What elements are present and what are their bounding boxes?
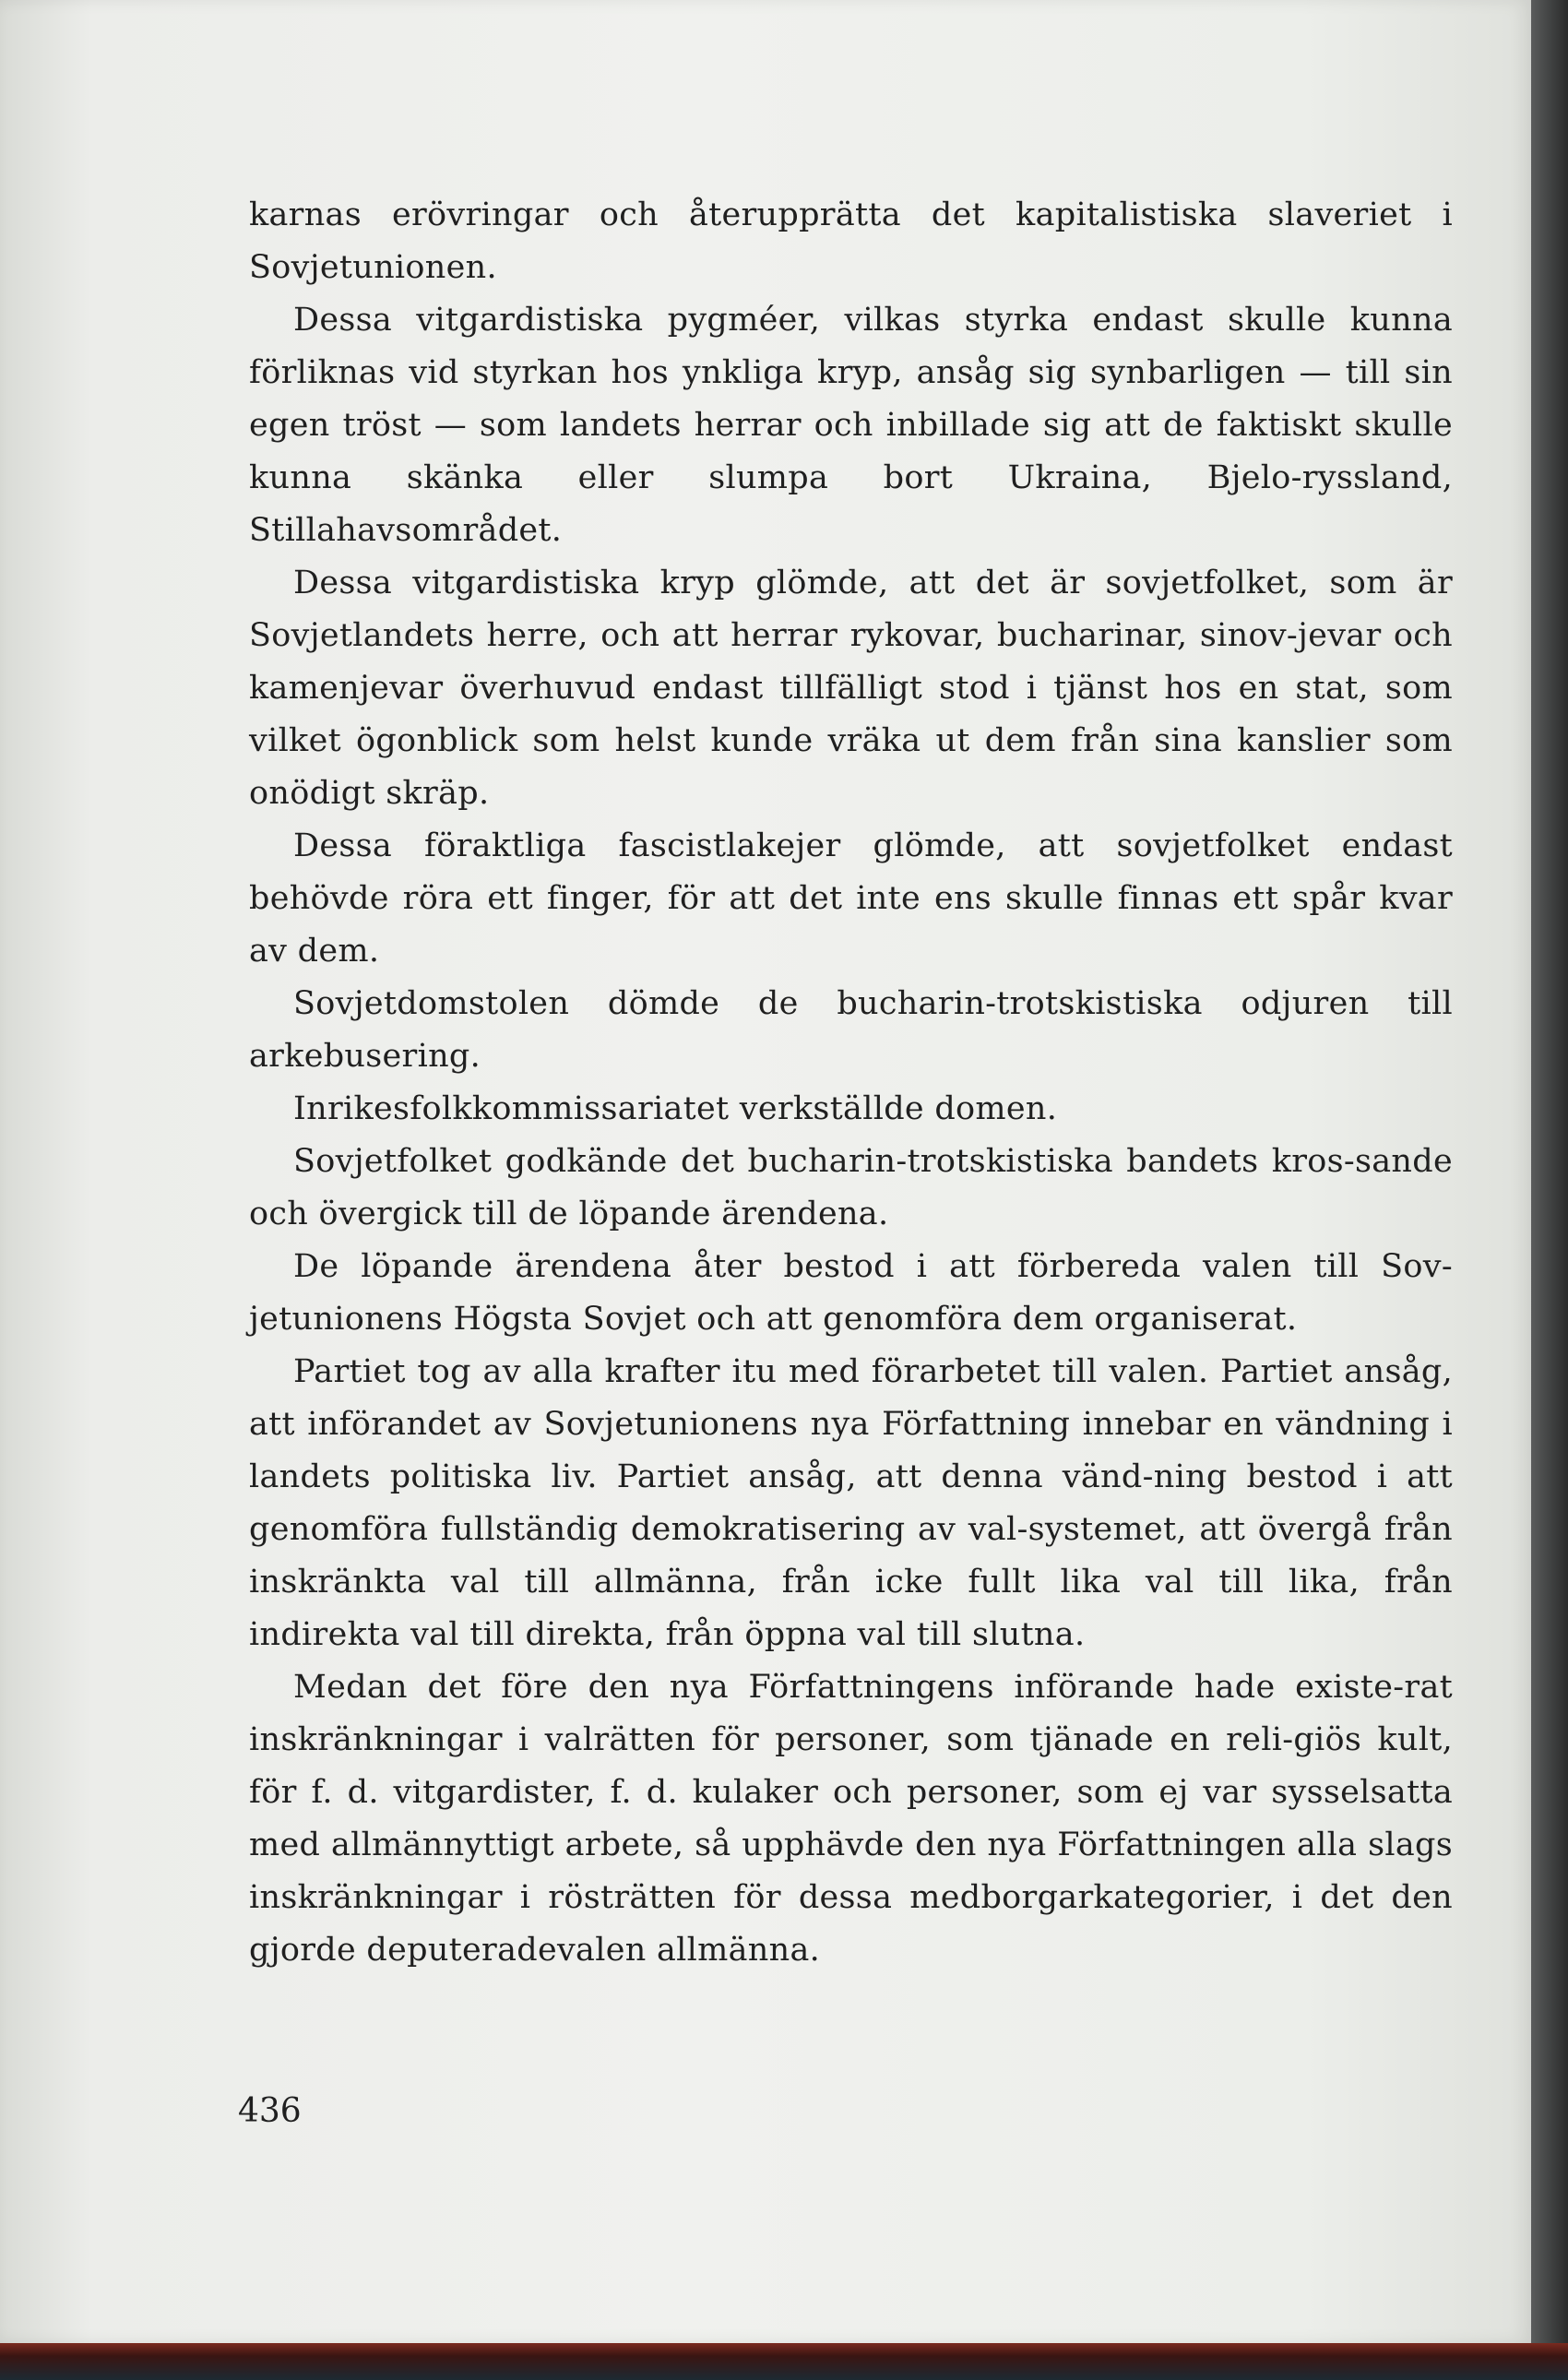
paragraph: Sovjetfolket godkände det bucharin-trotskistiska bandets kros-sande och övergick till de löpande ärendena. — [249, 1143, 1453, 1232]
page-number: 436 — [238, 2092, 302, 2130]
paragraph: Inrikesfolkkommissariatet verkställde domen. — [293, 1090, 1058, 1127]
paragraph: Dessa vitgardistiska kryp glömde, att det är sovjetfolket, som är Sovjetlandets herre, och att herrar rykovar, bucharinar, sinov-jevar och kamenjevar överhuvud endast tillfälligt stod i tjänst hos en stat, som vilket ögonblick som helst kunde vräka ut dem från sina kanslier som onödigt skräp. — [249, 565, 1453, 812]
book-cover-edge — [1531, 0, 1568, 2343]
paragraph: Medan det före den nya Författningens införande hade existe-rat inskränkningar i valrätten för personer, som tjänade en reli-giös kult, för f. d. vitgardister, f. d. kulaker och personer, som ej var sysselsatta med allmännyttigt arbete, så upphävde den nya Författningen alla slags inskränkningar i rösträtten för dessa medborgarkategorier, i det den gjorde deputeradevalen allmänna. — [249, 1669, 1453, 1969]
paragraph: Dessa föraktliga fascistlakejer glömde, att sovjetfolket endast behövde röra ett finger, för att det inte ens skulle finnas ett spår kvar av dem. — [249, 827, 1453, 970]
paragraph: Dessa vitgardistiska pygméer, vilkas styrka endast skulle kunna förliknas vid styrkan hos ynkliga kryp, ansåg sig synbarligen — till sin egen tröst — som landets herrar och inbillade sig att de faktiskt skulle kunna skänka eller slumpa bort Ukraina, Bjelo-ryssland, Stillahavsområdet. — [249, 302, 1453, 549]
paragraph: De löpande ärendena åter bestod i att förbereda valen till Sov-jetunionens Högsta Sovjet och att genomföra dem organiserat. — [249, 1248, 1453, 1338]
paragraph: karnas erövringar och återupprätta det kapitalistiska slaveriet i Sovjetunionen. — [249, 196, 1453, 286]
body-text — [249, 189, 1453, 1977]
paragraph: Partiet tog av alla krafter itu med förarbetet till valen. Partiet ansåg, att införandet av Sovjetunionens nya Författning innebar en vändning i landets politiska liv. Partiet ansåg, att denna vänd-ning bestod i att genomföra fullständig demokratisering av val-systemet, att övergå från inskränkta val till allmänna, från icke fullt lika val till lika, från indirekta val till direkta, från öppna val till slutna. — [249, 1353, 1453, 1653]
paragraph: Sovjetdomstolen dömde de bucharin-trotskistiska odjuren till arkebusering. — [249, 985, 1453, 1075]
book-bottom-edge — [0, 2343, 1568, 2380]
